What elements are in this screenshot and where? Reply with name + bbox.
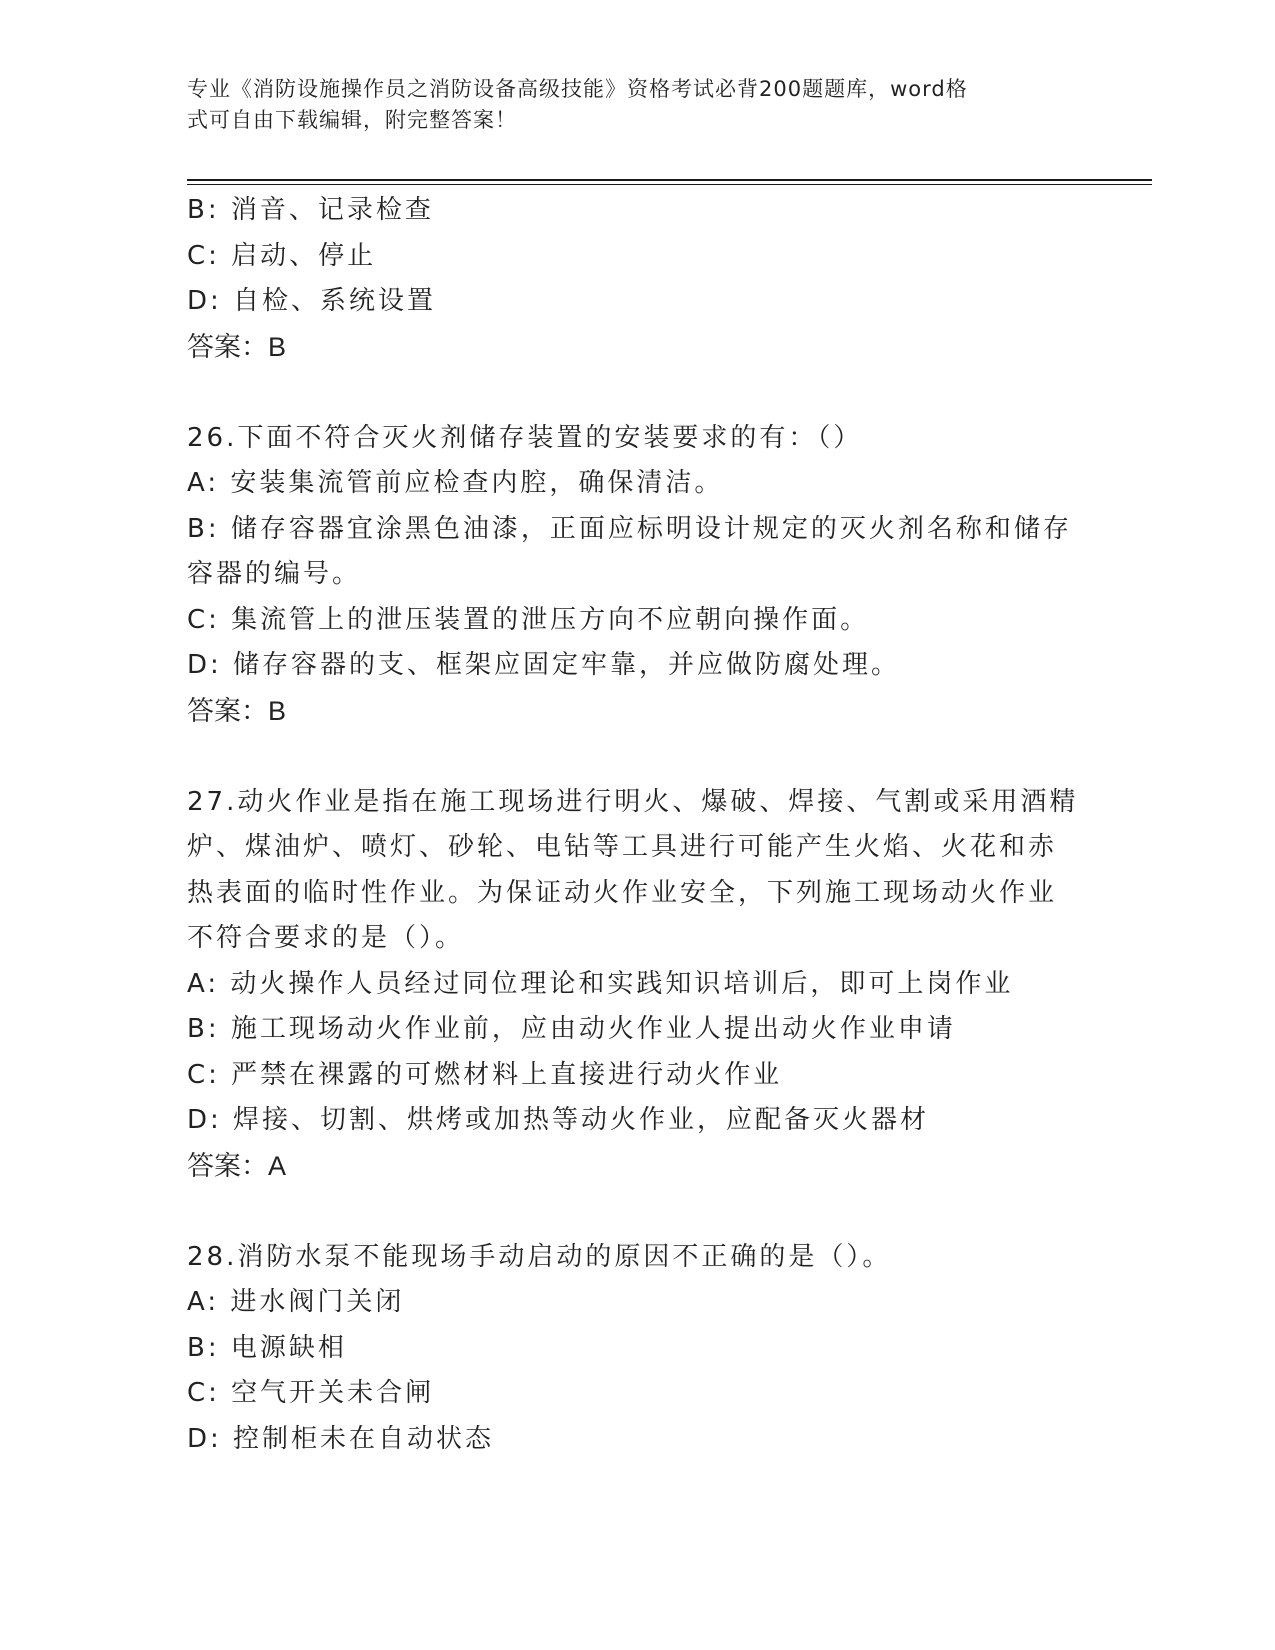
question-stem: 28.消防水泵不能现场手动启动的原因不正确的是（）。 [187,1241,892,1272]
header-line-2: 式可自由下载编辑，附完整答案！ [187,108,517,132]
option-b: B: 电源缺相 [187,1332,347,1363]
option-b-continued: 容器的编号。 [187,559,362,589]
question-stem-line-1: 27.动火作业是指在施工现场进行明火、爆破、焊接、气割或采用酒精 [187,786,1079,817]
answer-line: 答案：A [187,1150,287,1181]
option-b: B: 消音、记录检查 [187,195,434,225]
question-content [187,188,1087,1462]
option-b: B: 施工现场动火作业前，应由动火作业人提出动火作业申请 [187,1014,956,1044]
option-d: D: 自检、系统设置 [187,286,437,316]
question-26 [187,416,1087,735]
option-b: B: 储存容器宜涂黑色油漆，正面应标明设计规定的灭火剂名称和储存 [187,513,1072,544]
option-c: C: 严禁在裸露的可燃材料上直接进行动火作业 [187,1059,783,1090]
option-d: D: 储存容器的支、框架应固定牢靠，并应做防腐处理。 [187,650,901,680]
option-c: C: 启动、停止 [187,240,377,271]
spacer [187,1189,1087,1235]
question-stem-line-3: 热表面的临时性作业。为保证动火作业安全，下列施工现场动火作业 [187,877,1058,908]
option-c: C: 空气开关未合闸 [187,1378,435,1408]
answer-line: 答案：B [187,695,287,726]
option-c: C: 集流管上的泄压装置的泄压方向不应朝向操作面。 [187,604,870,635]
question-28 [187,1235,1087,1463]
question-27 [187,780,1087,1190]
option-d: D: 控制柜未在自动状态 [187,1423,495,1454]
spacer [187,734,1087,780]
header-divider-thin [187,184,1152,185]
spacer [187,370,1087,416]
header-divider-thick [187,179,1152,181]
option-a: A: 安装集流管前应检查内腔，确保清洁。 [187,468,724,498]
question-stem: 26.下面不符合灭火剂储存装置的安装要求的有：（） [187,422,863,453]
option-a: A: 进水阀门关闭 [187,1287,405,1317]
question-stem-line-2: 炉、煤油炉、喷灯、砂轮、电钻等工具进行可能产生火焰、火花和赤 [187,832,1058,862]
option-a: A: 动火操作人员经过同位理论和实践知识培训后，即可上岗作业 [187,968,1014,999]
header-line-1: 专业《消防设施操作员之消防设备高级技能》资格考试必背200题题库，word格 [187,77,968,101]
document-header [187,74,1067,136]
option-d: D: 焊接、切割、烘烤或加热等动火作业，应配备灭火器材 [187,1105,930,1135]
answer-line: 答案：B [187,331,287,362]
prev-question [187,188,1087,370]
question-stem-line-4: 不符合要求的是（）。 [187,923,465,953]
